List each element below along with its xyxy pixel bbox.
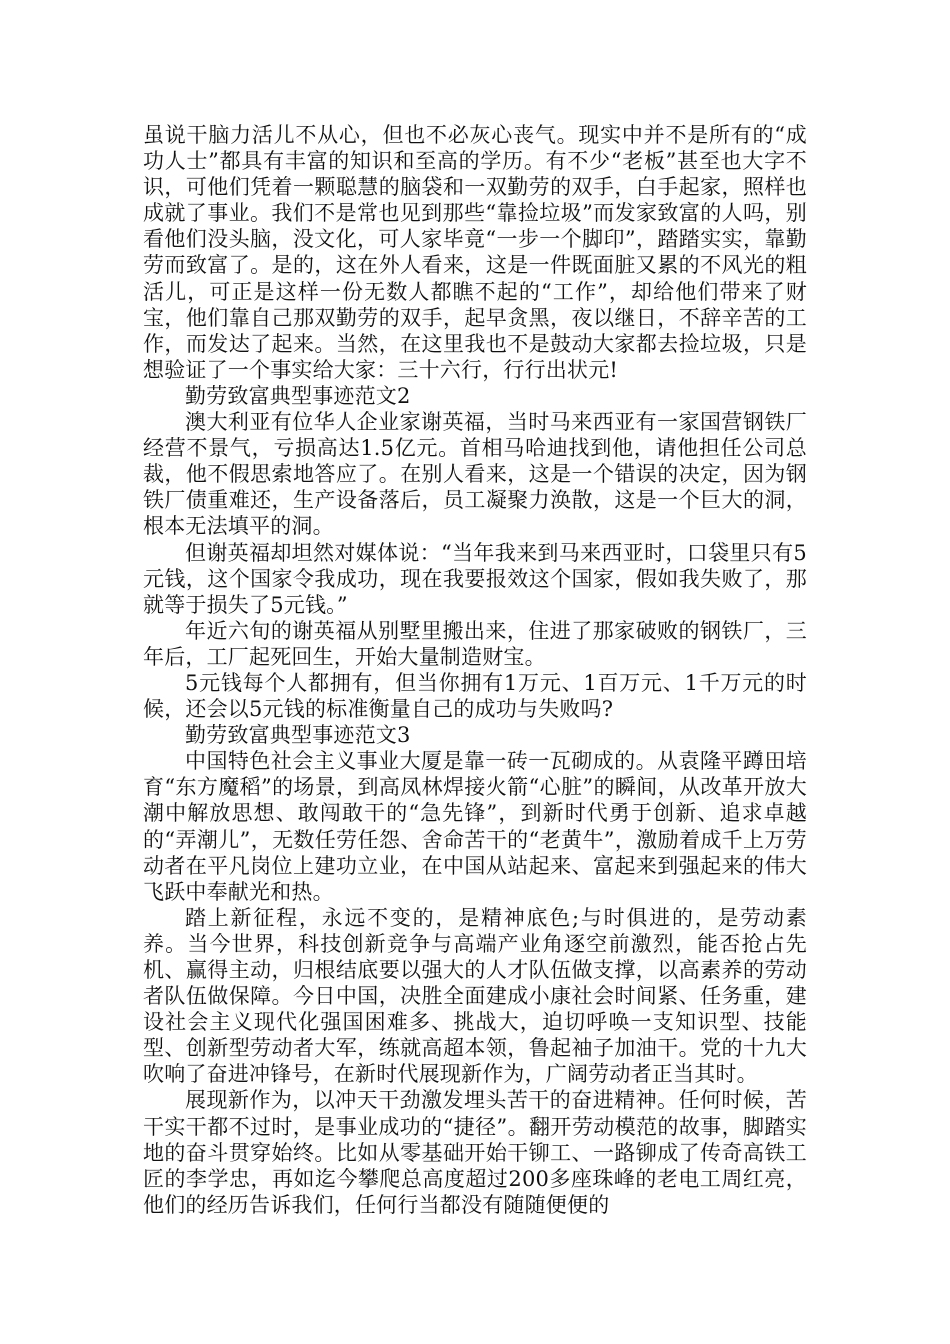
heading-example-2: 勤劳致富典型事迹范文2 xyxy=(185,383,411,408)
paragraph-intro: 虽说干脑力活儿不从心，但也不必灰心丧气。现实中并不是所有的“成功人士”都具有丰富的知识和至高的学历。有不少“老板”甚至也大字不识，可他们凭着一颗聪慧的脑袋和一双勤劳的双手，白手起家，照样也成就了事业。我们不是常也见到那些“靠捡垃圾”而发家致富的人吗，别看他们没头脑，没文化，可人家毕竟“一步一个脚印”，踏踏实实，靠勤劳而致富了。是的，这在外人看来，这是一件既面脏又累的不风光的粗活儿，可正是这样一份无数人都瞧不起的“工作”，却给他们带来了财宝，他们靠自己那双勤劳的双手，起早贪黑，夜以继日，不辞辛苦的工作，而发达了起来。当然，在这里我也不是鼓动大家都去捡垃圾，只是想验证了一个事实给大家：三十六行，行行出状元! xyxy=(143,123,807,382)
heading-example-3: 勤劳致富典型事迹范文3 xyxy=(185,723,411,748)
paragraph-steel-mill-revival: 年近六旬的谢英福从别墅里搬出来，住进了那家破败的钢铁厂，三年后，工厂起死回生，开始大量制造财宝。 xyxy=(143,618,807,669)
paragraph-xie-yingfu-quote: 但谢英福却坦然对媒体说：“当年我来到马来西亚时，口袋里只有5元钱，这个国家令我成功，现在我要报效这个国家，假如我失败了，那就等于损失了5元钱。” xyxy=(143,540,807,617)
paragraph-five-yuan-question: 5元钱每个人都拥有，但当你拥有1万元、1百万元、1千万元的时候，还会以5元钱的标准衡量自己的成功与失败吗? xyxy=(143,670,807,722)
paragraph-socialist-cause: 中国特色社会主义事业大厦是靠一砖一瓦砌成的。从袁隆平蹲田培育“东方魔稻”的场景，到高凤林焊接火箭“心脏”的瞬间，从改革开放大潮中解放思想、敢闯敢干的“急先锋”，到新时代勇于创新、追求卓越的“弄潮儿”，无数任劳任怨、舍命苦干的“老黄牛”，激励着成千上万劳动者在平凡岗位上建功立业，在中国从站起来、富起来到强起来的伟大飞跃中奉献光和热。 xyxy=(143,749,807,904)
paragraph-new-journey: 踏上新征程，永远不变的，是精神底色;与时俱进的，是劳动素养。当今世界，科技创新竞争与高端产业角逐空前激烈，能否抢占先机、赢得主动，归根结底要以强大的人才队伍做支撑，以高素养的劳动者队伍做保障。今日中国，决胜全面建成小康社会时间紧、任务重，建设社会主义现代化强国困难多、挑战大，迫切呼唤一支知识型、技能型、创新型劳动者大军，练就高超本领，鲁起袖子加油干。党的十九大吹响了奋进冲锋号，在新时代展现新作为，广阔劳动者正当其时。 xyxy=(143,905,807,1087)
paragraph-xie-yingfu-story: 澳大利亚有位华人企业家谢英福，当时马来西亚有一家国营钢铁厂经营不景气，亏损高达1.5亿元。首相马哈迪找到他，请他担任公司总裁，他不假思索地答应了。在别人看来，这是一个错误的决定，因为钢铁厂债重难还，生产设备落后，员工凝聚力涣散，这是一个巨大的洞，根本无法填平的洞。 xyxy=(143,410,807,539)
document-body xyxy=(143,122,807,1218)
paragraph-new-achievements: 展现新作为，以冲天干劲激发埋头苦干的奋进精神。任何时候，苦干实干都不过时，是事业成功的“捷径”。翻开劳动模范的故事，脚踏实地的奋斗贯穿始终。比如从零基础开始干铆工、一路铆成了传奇高铁工匠的李学忠，再如迄今攀爬总高度超过200多座珠峰的老电工周红亮，他们的经历告诉我们，任何行当都没有随随便便的 xyxy=(143,1088,807,1217)
